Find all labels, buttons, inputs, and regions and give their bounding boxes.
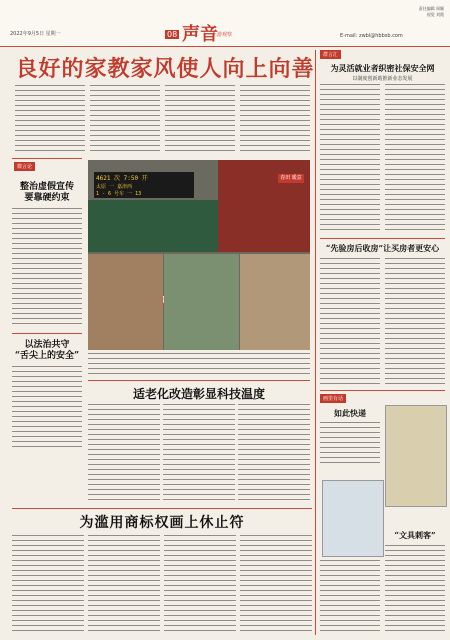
right-article-col1 <box>320 84 380 234</box>
cartoon-text <box>320 560 380 632</box>
main-article-col1 <box>15 85 85 155</box>
section-title: 声音 <box>182 24 218 45</box>
cartoon-image-1 <box>385 405 447 507</box>
section-tag-left: 微言论 <box>14 162 35 171</box>
main-headline: 良好的家教家风使人向上向善 <box>15 56 315 82</box>
rule <box>320 238 445 239</box>
photo-feature <box>88 160 310 350</box>
rule <box>12 508 312 509</box>
right-article-col2 <box>385 84 445 234</box>
main-article-col2 <box>90 85 160 155</box>
cartoon-title: 如此快递 <box>334 408 366 418</box>
middle-article-col1 <box>88 404 160 504</box>
bottom-article-title: 为滥用商标权画上休止符 <box>79 515 245 531</box>
cartoon-image-2 <box>322 480 384 557</box>
rule <box>12 158 82 159</box>
cartoon-text <box>385 545 445 633</box>
train-display-board: 4621 次 7:50 开 太原 一 嘉津西 1 - 6 号车 一 13 <box>94 172 194 198</box>
rule <box>12 333 82 334</box>
article-body <box>12 208 82 328</box>
editor-info: 责任编辑 周颖 视觉 刘霞 <box>418 6 444 17</box>
main-article-col4 <box>240 85 310 155</box>
article-title: 整治虚假宣传 要靠硬约束 <box>19 182 74 203</box>
right-article-title: 为灵活就业者织密社保安全网 <box>330 63 435 73</box>
page-number: 08 <box>167 30 178 39</box>
bottom-article-col3 <box>164 535 236 635</box>
bottom-article-col1 <box>12 535 84 635</box>
right-article-col1 <box>320 258 380 386</box>
cartoon-text <box>320 422 380 467</box>
photo-tag: 春田 暖意 <box>278 174 304 183</box>
middle-article-col2 <box>163 404 235 504</box>
main-article-col3 <box>165 85 235 155</box>
passenger-photo-1 <box>88 254 163 350</box>
article-body <box>12 366 82 448</box>
passenger-photo-3 <box>240 254 310 350</box>
right-article-title: “先验房后收房”让买房者更安心 <box>325 243 440 253</box>
middle-article-col3 <box>238 404 310 504</box>
column-tag: 上游观察 <box>212 32 233 38</box>
bottom-article-col4 <box>240 535 312 635</box>
column-divider <box>315 50 316 635</box>
article-title: 以法治共守 “舌尖上的安全” <box>14 340 80 361</box>
date-line: 2022年9月5日 星期一 <box>10 31 61 37</box>
section-tag-right: 群言汇 <box>320 50 341 59</box>
middle-article-title: 适老化改造彰显科技温度 <box>132 387 265 401</box>
right-article-col2 <box>385 258 445 386</box>
bottom-article-col2 <box>88 535 160 635</box>
passenger-photo-2 <box>164 254 239 350</box>
cartoon-title: “文具刺客” <box>394 530 436 540</box>
email-line: E-mail: zwbl@hbbsb.com <box>340 33 403 39</box>
right-article-subtitle: 以制度创新助推新业态发展 <box>352 76 413 82</box>
section-tag-cartoon: 画里有话 <box>320 394 346 403</box>
photo-caption <box>88 353 310 375</box>
rule <box>88 380 310 381</box>
rule <box>320 390 445 391</box>
